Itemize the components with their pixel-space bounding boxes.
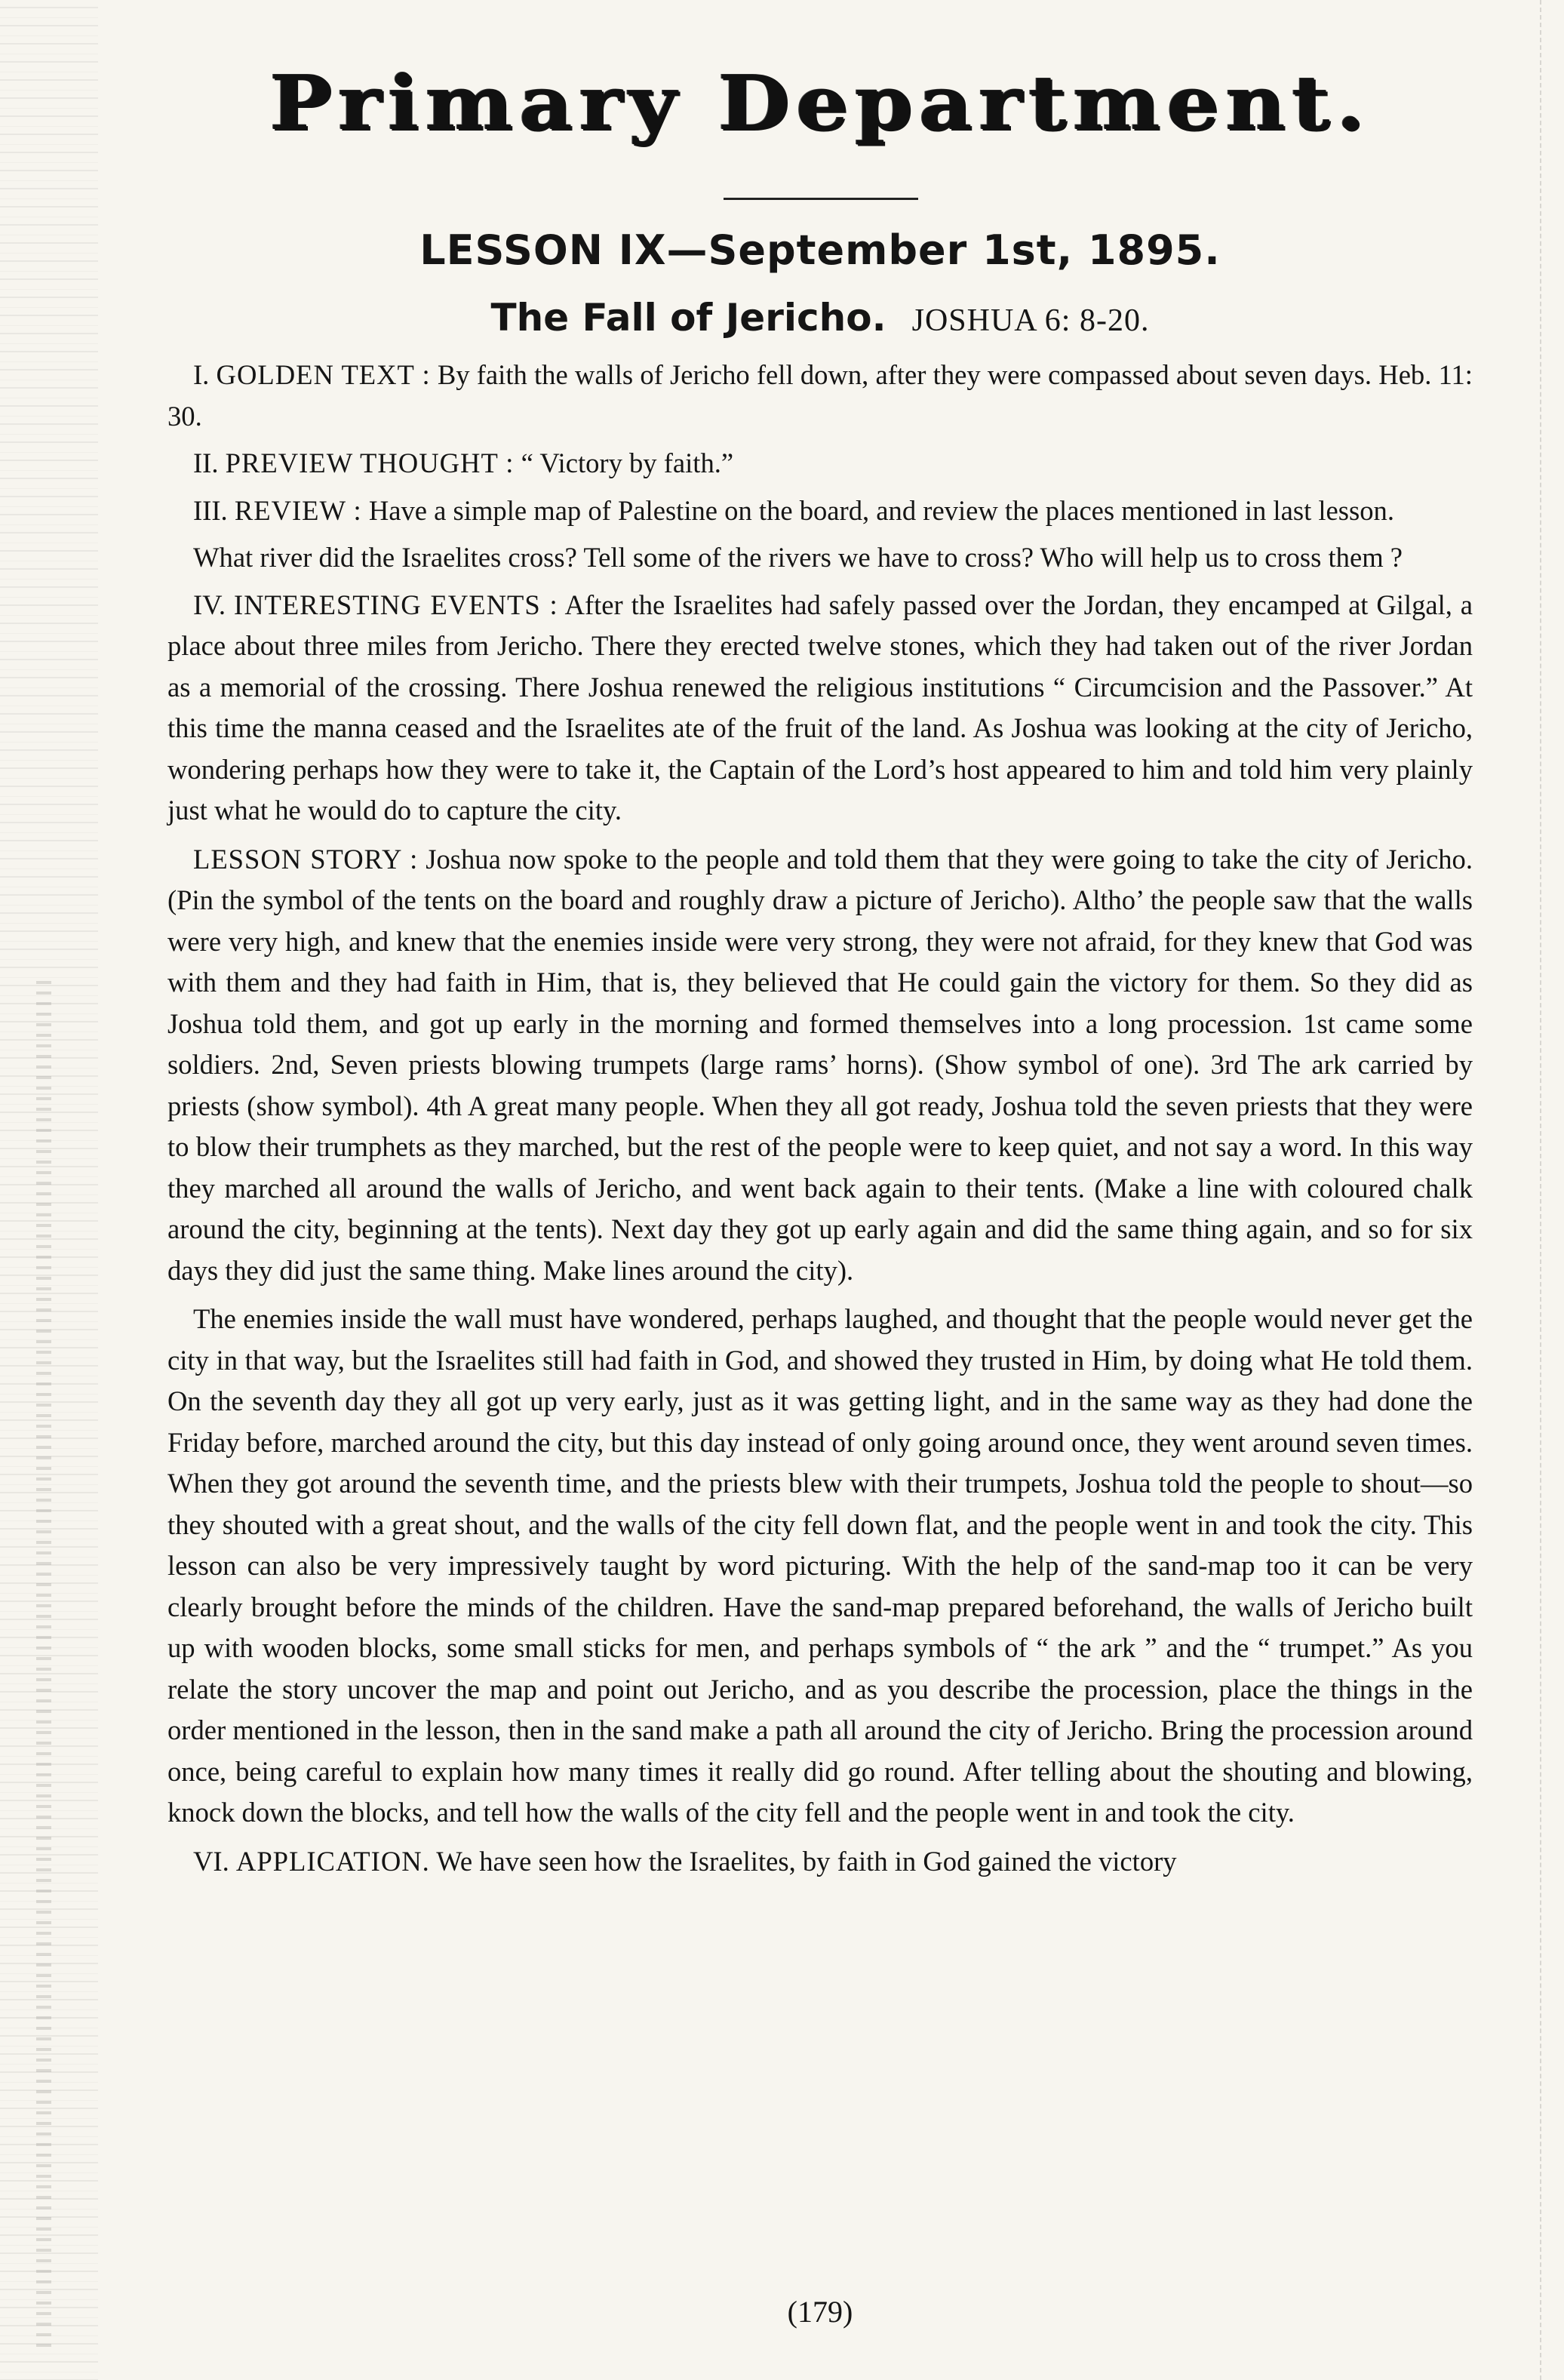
review-questions-paragraph: What river did the Israelites cross? Tell some of the rivers we have to cross? Who will help us to cross them ? <box>193 542 1403 573</box>
section-label: PREVIEW THOUGHT : <box>225 447 515 478</box>
section-label: APPLICATION. <box>235 1845 430 1877</box>
section-numeral: II. <box>193 447 219 478</box>
section-label: REVIEW : <box>234 494 362 526</box>
scan-edge-noise <box>0 0 98 2380</box>
preview-thought-paragraph <box>167 443 1473 484</box>
section-text: By faith the walls of Jericho fell down, after they were compassed about seven days. Heb. 11: 30. <box>167 359 1473 432</box>
scan-edge-noise-right <box>1540 0 1564 2380</box>
section-text: Joshua now spoke to the people and told them that they were going to take the city of Jericho. (Pin the symbol of the tents on the board and roughly draw a picture of Jericho). Altho’ the people saw that the walls were very high, and knew that the enemies inside were very strong, they were not afraid, for they knew that God was with them and they had faith in Him, that is, they believed that He could gain the victory for them. So they did as Joshua told them, and got up early in the morning and formed themselves into a long procession. 1st came some soldiers. 2nd, Seven priests blowing trumpets (large rams’ horns). (Show symbol of one). 3rd The ark carried by priests (show symbol). 4th A great many people. When they all got ready, Joshua told the seven priests that they were to blow their trumphets as they marched, but the rest of the people were to keep quiet, and not say a word. In this way they marched all around the walls of Jericho, and went back again to their tents. (Make a line with coloured chalk around the city, beginning at the tents). Next day they got up early again and did the same thing again, and so for six days they did just the same thing. Make lines around the city). <box>167 843 1473 1286</box>
lesson-heading: LESSON IX—September 1st, 1895. <box>419 226 1221 274</box>
section-text: “ Victory by faith.” <box>521 447 734 478</box>
section-text: After the Israelites had safely passed over the Jordan, they encamped at Gilgal, a place about three miles from Jericho. There they erected twelve stones, which they had taken out of the river Jordan as a memorial of the crossing. There Joshua renewed the religious institutions “ Circumcision and the Passover.” At this time the manna ceased and the Israelites ate of the fruit of the land. As Joshua was looking at the city of Jericho, wondering perhaps how they were to take it, the Captain of the Lord’s host appeared to him and told him very plainly just what he would do to capture the city. <box>167 589 1473 826</box>
section-label: GOLDEN TEXT : <box>216 359 431 390</box>
review-paragraph <box>167 490 1473 532</box>
section-label: INTERESTING EVENTS : <box>233 589 558 620</box>
section-text: We have seen how the Israelites, by faith in God gained the victory <box>436 1845 1177 1877</box>
golden-text-paragraph <box>167 355 1473 437</box>
masthead-title: Primary Department. <box>269 59 1372 147</box>
section-numeral: I. <box>193 359 210 390</box>
page-number: (179) <box>787 2295 853 2329</box>
lesson-story-paragraph <box>167 839 1473 1292</box>
lesson-title-line <box>167 296 1473 340</box>
document-page <box>167 0 1473 2380</box>
section-numeral: VI. <box>193 1845 229 1877</box>
application-paragraph <box>167 1841 1473 1883</box>
section-text: Have a simple map of Palestine on the board, and review the places mentioned in last lesson. <box>368 494 1394 526</box>
section-numeral: III. <box>193 494 228 526</box>
section-numeral: IV. <box>193 589 226 620</box>
section-label: LESSON STORY : <box>193 843 419 875</box>
lesson-story-continuation: The enemies inside the wall must have wondered, perhaps laughed, and thought that the people would never get the city in that way, but the Israelites still had faith in God, and showed they trusted in Him, by doing what He told them. On the seventh day they all got up very early, just as it was getting light, and in the same way as they had done the Friday before, marched around the city, but this day instead of only going around once, they went around seven times. When they got around the seventh time, and the priests blew with their trumpets, Joshua told the people to shout—so they shouted with a great shout, and the walls of the city fell down flat, and the people went in and took the city. This lesson can also be very impressively taught by word picturing. With the help of the sand-map too it can be very clearly brought before the minds of the children. Have the sand-map prepared beforehand, the walls of Jericho built up with wooden blocks, some small sticks for men, and perhaps symbols of “ the ark ” and the “ trumpet.” As you relate the story uncover the map and point out Jericho, and as you describe the procession, place the things in the order mentioned in the lesson, then in the sand make a path all around the city of Jericho. Bring the procession around once, being careful to explain how many times it really did go round. After telling about the shouting and blowing, knock down the blocks, and tell how the walls of the city fell and the people went in and took the city. <box>167 1303 1473 1828</box>
lesson-title: The Fall of Jericho. <box>490 296 886 340</box>
interesting-events-paragraph <box>167 585 1473 832</box>
scripture-reference: JOSHUA 6: 8-20. <box>911 303 1150 338</box>
divider-rule <box>724 198 918 200</box>
lesson-body <box>167 355 1473 1890</box>
